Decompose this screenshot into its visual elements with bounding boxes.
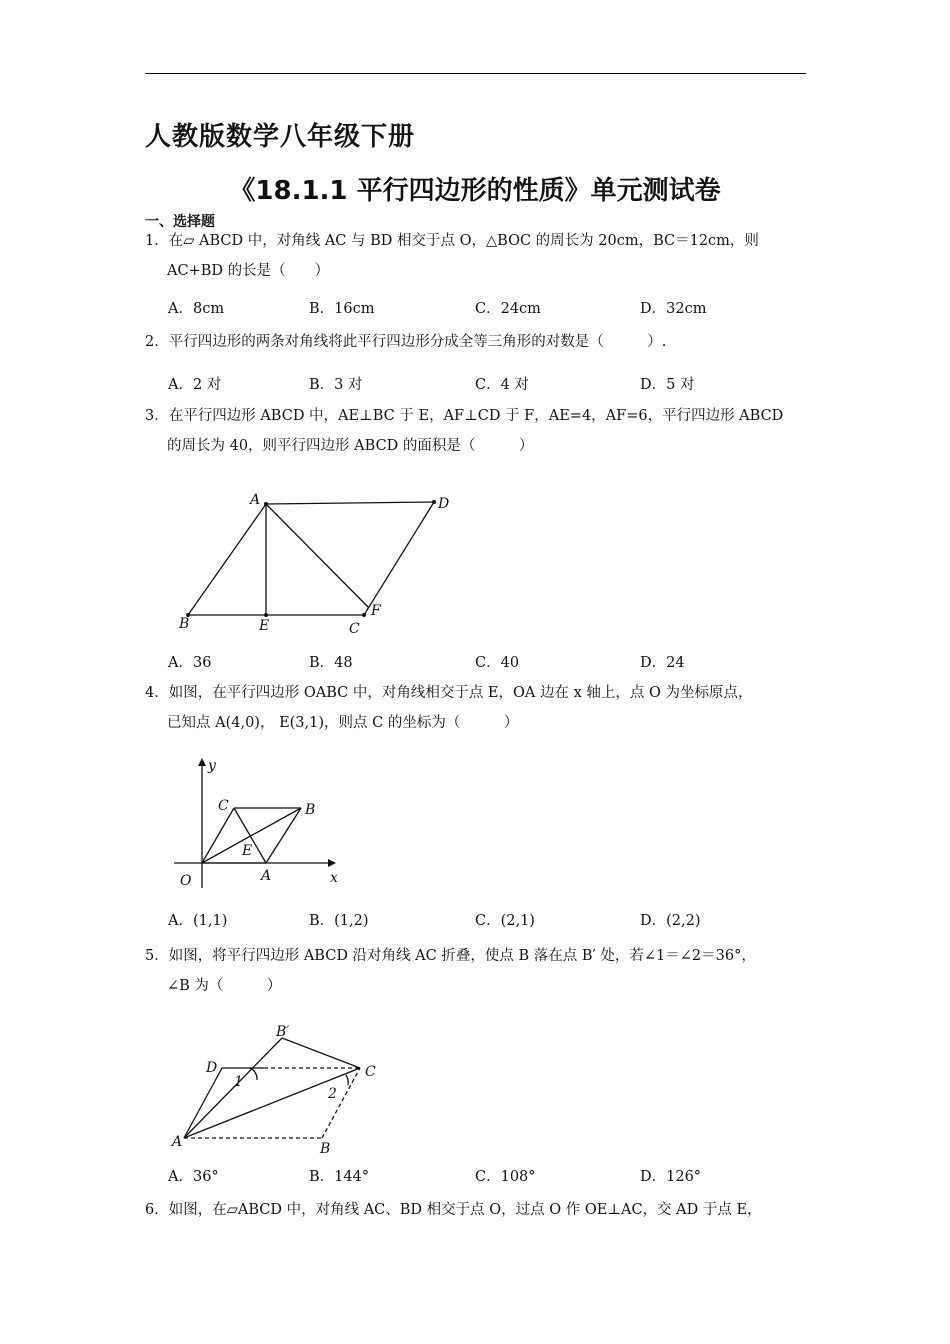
question-4-line1: 4．如图，在平行四边形 OABC 中，对角线相交于点 E，OA 边在 x 轴上，点 O 为坐标原点， bbox=[145, 685, 753, 701]
segment-ab bbox=[188, 504, 266, 615]
question-3-line1: 3．在平行四边形 ABCD 中，AE⊥BC 于 E，AF⊥CD 于 F，AE=4，AF=6，平行四边形 ABCD bbox=[145, 408, 784, 424]
option-c[interactable]: C．24cm bbox=[475, 301, 541, 317]
segment-ab bbox=[266, 808, 301, 863]
segment-ad bbox=[266, 502, 434, 504]
option-a[interactable]: A．36° bbox=[168, 1169, 219, 1185]
question-4 bbox=[145, 678, 810, 738]
option-a[interactable]: A．8cm bbox=[168, 301, 225, 317]
label-2: 2 bbox=[328, 1086, 337, 1102]
option-c[interactable]: C．108° bbox=[475, 1169, 536, 1185]
question-2-options bbox=[168, 373, 808, 397]
label-y: y bbox=[208, 758, 216, 774]
doc-title-line2: 《18.1.1 平行四边形的性质》单元测试卷 bbox=[229, 176, 721, 206]
question-5 bbox=[145, 941, 810, 1001]
figure-parallelogram-abcd bbox=[170, 488, 470, 638]
question-5-line2: ∠B 为（ ） bbox=[167, 978, 282, 994]
label-c: C bbox=[349, 621, 360, 637]
question-4-options bbox=[168, 909, 808, 933]
label-c: C bbox=[218, 798, 229, 814]
question-5-line1: 5．如图，将平行四边形 ABCD 沿对角线 AC 折叠，使点 B 落在点 B′ 处，若∠1＝∠2＝36°， bbox=[145, 948, 756, 964]
label-b: B bbox=[320, 1141, 331, 1157]
label-b-prime: B′ bbox=[276, 1024, 290, 1040]
label-d: D bbox=[438, 496, 450, 512]
option-a[interactable]: A．36 bbox=[168, 655, 212, 671]
option-b[interactable]: B．144° bbox=[309, 1169, 370, 1185]
angle-2-arc bbox=[346, 1075, 348, 1085]
figure-folded-parallelogram bbox=[170, 1018, 390, 1157]
diagonal-ac bbox=[184, 1068, 360, 1138]
option-b[interactable]: B．(1,2) bbox=[309, 913, 369, 929]
question-1-line2: AC+BD 的长是（ ） bbox=[167, 263, 330, 279]
question-3-options bbox=[168, 651, 808, 675]
question-1 bbox=[145, 226, 810, 286]
segment-bc-dashed bbox=[322, 1068, 360, 1138]
question-3-line2: 的周长为 40，则平行四边形 ABCD 的面积是（ ） bbox=[167, 438, 534, 454]
segment-b-prime-c bbox=[282, 1038, 360, 1068]
question-1-options bbox=[168, 297, 808, 321]
question-5-options bbox=[168, 1165, 808, 1189]
segment-af bbox=[266, 504, 369, 608]
option-c[interactable]: C．(2,1) bbox=[475, 913, 535, 929]
option-a[interactable]: A．2 对 bbox=[168, 377, 222, 393]
question-2 bbox=[145, 327, 810, 357]
label-a: A bbox=[172, 1134, 183, 1150]
label-a: A bbox=[261, 868, 272, 884]
option-d[interactable]: D．32cm bbox=[640, 301, 707, 317]
segment-ab-prime bbox=[184, 1038, 282, 1138]
doc-title-line1: 人教版数学八年级下册 bbox=[145, 122, 416, 152]
option-b[interactable]: B．48 bbox=[309, 655, 353, 671]
option-d[interactable]: D．(2,2) bbox=[640, 913, 701, 929]
option-c[interactable]: C．4 对 bbox=[475, 377, 529, 393]
question-1-line1: 1．在▱ ABCD 中，对角线 AC 与 BD 相交于点 O，△BOC 的周长为 20cm，BC＝12cm，则 bbox=[145, 233, 759, 249]
label-b: B bbox=[179, 616, 190, 632]
question-2-line1: 2．平行四边形的两条对角线将此平行四边形分成全等三角形的对数是（ ）. bbox=[145, 334, 667, 350]
option-d[interactable]: D．126° bbox=[640, 1169, 702, 1185]
section-heading: 一、选择题 bbox=[145, 214, 215, 230]
question-6 bbox=[145, 1195, 810, 1225]
option-b[interactable]: B．3 对 bbox=[309, 377, 363, 393]
label-e: E bbox=[242, 843, 253, 859]
option-c[interactable]: C．40 bbox=[475, 655, 520, 671]
figure-coordinate-parallelogram bbox=[170, 758, 350, 893]
label-c: C bbox=[365, 1064, 376, 1080]
label-f: F bbox=[371, 603, 381, 619]
label-a: A bbox=[250, 492, 261, 508]
question-6-line1: 6．如图，在▱ABCD 中，对角线 AC、BD 相交于点 O，过点 O 作 OE⊥AC，交 AD 于点 E， bbox=[145, 1202, 762, 1218]
label-o: O bbox=[180, 873, 192, 889]
label-1: 1 bbox=[234, 1074, 243, 1090]
label-x: x bbox=[330, 870, 338, 886]
option-b[interactable]: B．16cm bbox=[309, 301, 375, 317]
segment-ad bbox=[184, 1068, 222, 1138]
label-e: E bbox=[259, 618, 270, 634]
option-a[interactable]: A．(1,1) bbox=[168, 913, 228, 929]
question-3 bbox=[145, 401, 810, 461]
question-4-line2: 已知点 A(4,0)， E(3,1)，则点 C 的坐标为（ ） bbox=[167, 715, 519, 731]
segment-cd bbox=[364, 502, 434, 615]
header-rule bbox=[145, 73, 806, 74]
label-b: B bbox=[305, 802, 316, 818]
option-d[interactable]: D．5 对 bbox=[640, 377, 695, 393]
label-d: D bbox=[206, 1060, 218, 1076]
option-d[interactable]: D．24 bbox=[640, 655, 685, 671]
